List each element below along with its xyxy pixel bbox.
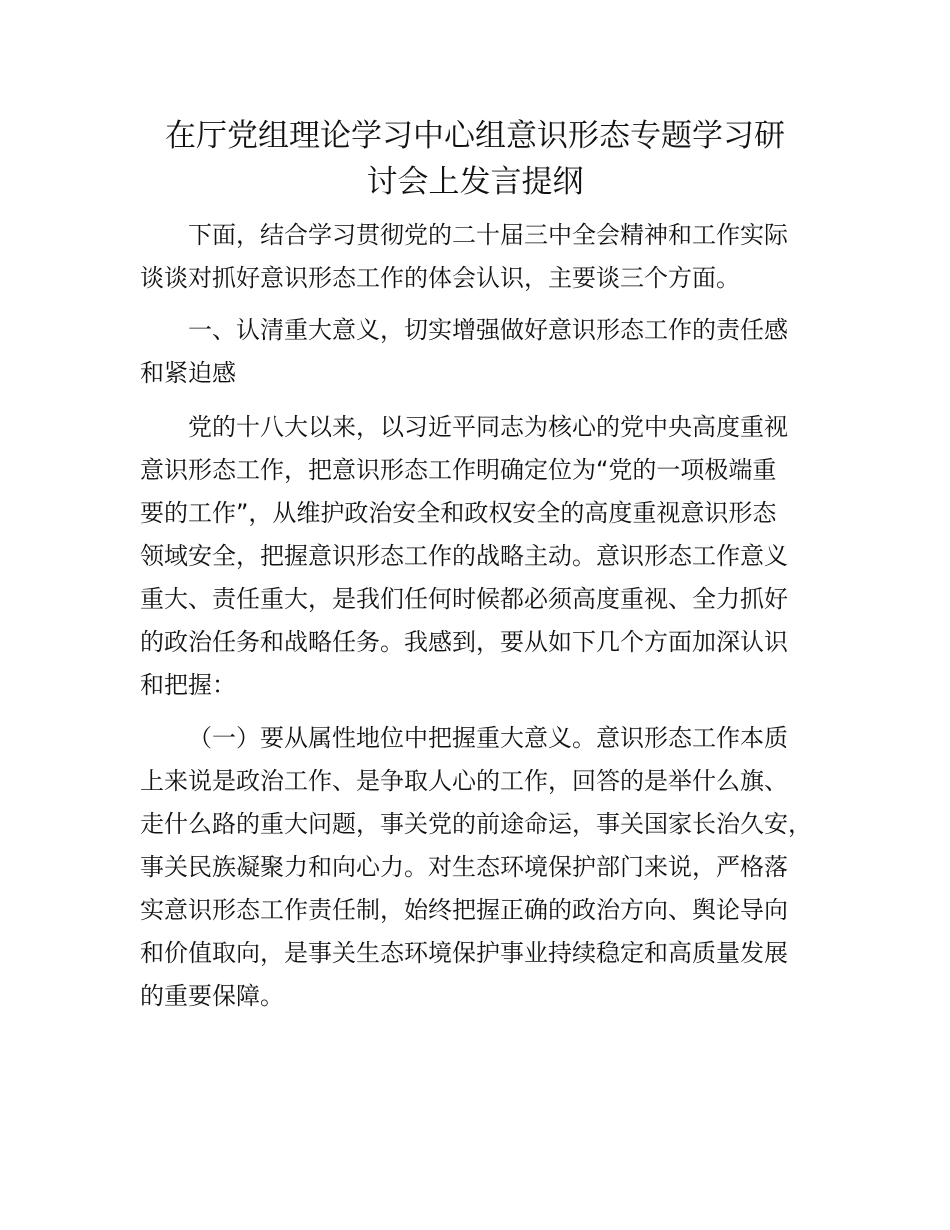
paragraph-line: 的重要保障。: [140, 982, 284, 1010]
paragraph-line: 和价值取向，是事关生态环境保护事业持续稳定和高质量发展: [140, 939, 788, 967]
paragraph-line: 上来说是政治工作、是争取人心的工作，回答的是举什么旗、: [140, 767, 788, 795]
paragraph-line: 谈谈对抓好意识形态工作的体会认识，主要谈三个方面。: [140, 264, 740, 292]
paragraph-line: 和把握：: [140, 671, 236, 699]
intro-paragraph: [140, 214, 820, 300]
title-line: 讨会上发言提纲: [366, 164, 584, 200]
title-line: 在厅党组理论学习中心组意识形态专题学习研: [165, 118, 785, 154]
paragraph-line: 的政治任务和战略任务。我感到，要从如下几个方面加深认识: [140, 628, 788, 656]
paragraph-line: 领域安全，把握意识形态工作的战略主动。意识形态工作意义: [140, 542, 788, 570]
section-heading-1: [140, 309, 820, 395]
paragraph-line: （一）要从属性地位中把握重大意义。意识形态工作本质: [188, 724, 788, 752]
document-title: [140, 113, 810, 205]
paragraph-line: 下面，结合学习贯彻党的二十届三中全会精神和工作实际: [188, 221, 788, 249]
subsection-paragraph-1: [140, 717, 820, 1018]
paragraph-line: 走什么路的重大问题，事关党的前途命运，事关国家长治久安，: [140, 810, 812, 838]
body-paragraph: [140, 406, 820, 707]
paragraph-line: 实意识形态工作责任制，始终把握正确的政治方向、舆论导向: [140, 896, 788, 924]
paragraph-line: 党的十八大以来，以习近平同志为核心的党中央高度重视: [188, 413, 788, 441]
paragraph-line: 和紧迫感: [140, 359, 236, 387]
paragraph-line: 重大、责任重大，是我们任何时候都必须高度重视、全力抓好: [140, 585, 788, 613]
paragraph-line: 事关民族凝聚力和向心力。对生态环境保护部门来说，严格落: [140, 853, 788, 881]
paragraph-line: 一、认清重大意义，切实增强做好意识形态工作的责任感: [188, 316, 788, 344]
paragraph-line: 要的工作”，从维护政治安全和政权安全的高度重视意识形态: [140, 499, 777, 527]
paragraph-line: 意识形态工作，把意识形态工作明确定位为“党的一项极端重: [140, 456, 777, 484]
